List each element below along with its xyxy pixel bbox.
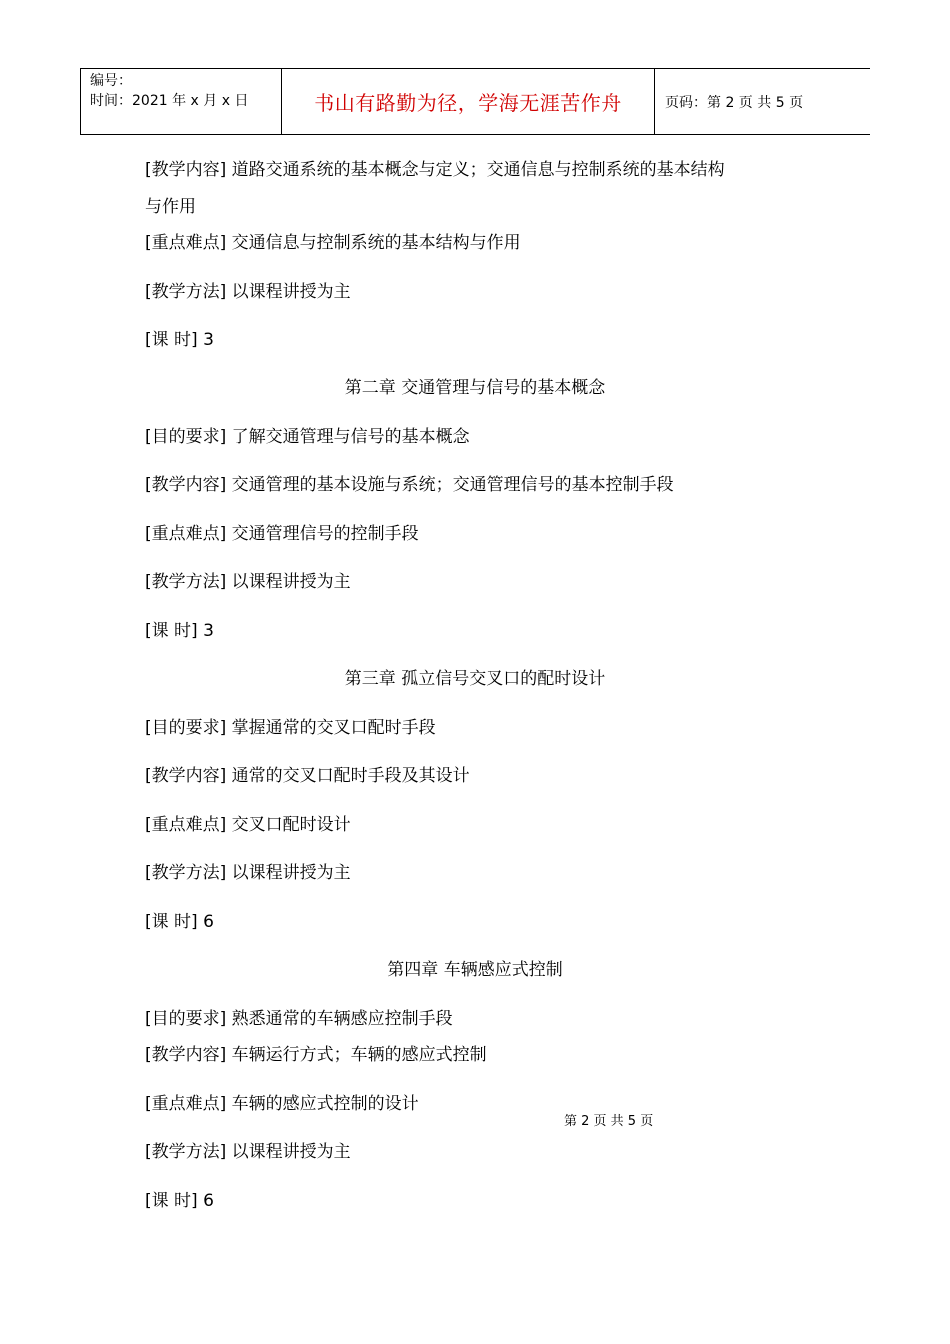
chapter-2-goal: [目的要求] 了解交通管理与信号的基本概念 (145, 427, 470, 447)
chapter-4-title: 第四章 车辆感应式控制 (387, 960, 563, 980)
page-number: 第 2 页 共 5 页 (564, 1114, 654, 1129)
chapter-4-content: [教学内容] 车辆运行方式；车辆的感应式控制 (145, 1045, 487, 1065)
intro-key-points: [重点难点] 交通信息与控制系统的基本结构与作用 (145, 233, 521, 253)
chapter-3-key-points: [重点难点] 交叉口配时设计 (145, 815, 351, 835)
chapter-4-hours: [课 时] 6 (145, 1191, 214, 1211)
chapter-2-content: [教学内容] 交通管理的基本设施与系统；交通管理信号的基本控制手段 (145, 475, 674, 495)
page-header (80, 68, 870, 135)
chapter-4-goal: [目的要求] 熟悉通常的车辆感应控制手段 (145, 1009, 453, 1029)
chapter-3-goal: [目的要求] 掌握通常的交叉口配时手段 (145, 718, 436, 738)
header-meta (80, 69, 282, 134)
time-label: 时间：2021 年 x 月 x 日 (90, 93, 249, 109)
chapter-2-title: 第二章 交通管理与信号的基本概念 (344, 378, 606, 398)
header-motto: 书山有路勤为径，学海无涯苦作舟 (282, 69, 655, 134)
chapter-2-key-points: [重点难点] 交通管理信号的控制手段 (145, 524, 419, 544)
header-page-label: 页码：第 2 页 共 5 页 (665, 94, 804, 111)
chapter-4-method: [教学方法] 以课程讲授为主 (145, 1142, 351, 1162)
intro-content-line-1: [教学内容] 道路交通系统的基本概念与定义；交通信息与控制系统的基本结构 (145, 160, 725, 180)
chapter-3-method: [教学方法] 以课程讲授为主 (145, 863, 351, 883)
intro-method: [教学方法] 以课程讲授为主 (145, 282, 351, 302)
intro-hours: [课 时] 3 (145, 330, 214, 350)
chapter-3-title: 第三章 孤立信号交叉口的配时设计 (344, 669, 606, 689)
chapter-2-hours: [课 时] 3 (145, 621, 214, 641)
chapter-4-key-points: [重点难点] 车辆的感应式控制的设计 (145, 1094, 419, 1114)
chapter-2-method: [教学方法] 以课程讲授为主 (145, 572, 351, 592)
intro-content-line-2: 与作用 (145, 197, 196, 217)
number-label: 编号： (90, 73, 132, 89)
chapter-3-content: [教学内容] 通常的交叉口配时手段及其设计 (145, 766, 470, 786)
chapter-3-hours: [课 时] 6 (145, 912, 214, 932)
